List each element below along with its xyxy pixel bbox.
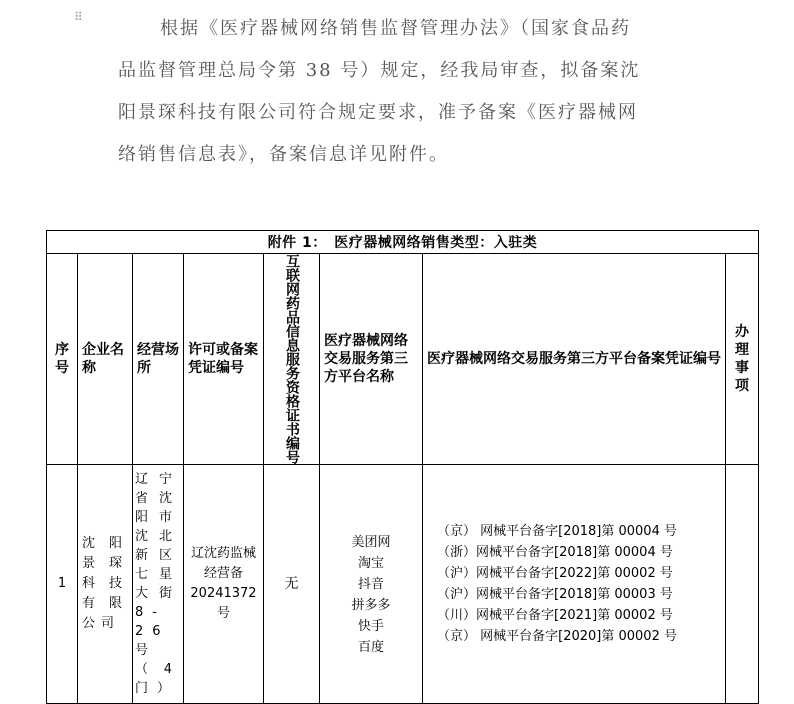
paragraph-line: 根据《医疗器械网络销售监督管理办法》（国家食品药: [160, 18, 631, 39]
drag-handle-icon[interactable]: ⠿: [74, 10, 84, 24]
header-company: 企业名称: [78, 254, 133, 465]
cell-premises: 辽宁省沈阳市沈北新区七星大街8-26号（4门）: [133, 465, 184, 704]
platform-record: （京） 网械平台备字[2020]第 00002 号: [437, 629, 677, 644]
header-seq: 序号: [47, 254, 78, 465]
platform-name: 淘宝: [357, 556, 384, 571]
platform-record: （京） 网械平台备字[2018]第 00004 号: [437, 524, 677, 539]
platform-name: 快手: [357, 619, 384, 634]
platform-record: （沪）网械平台备字[2022]第 00002 号: [437, 566, 673, 581]
platform-name: 拼多多: [351, 598, 391, 613]
info-table: [46, 230, 759, 704]
header-license: 许可或备案凭证编号: [184, 254, 264, 465]
header-handling: 办理事项: [726, 254, 759, 465]
table-header-row: [47, 254, 759, 465]
paragraph-line: 络销售信息表》，备案信息详见附件。: [118, 144, 449, 165]
platform-name: 美团网: [351, 535, 391, 550]
header-internet-cert: [264, 254, 320, 465]
paragraph-line: 品监督管理总局令第 38 号）规定，经我局审查，拟备案沈: [118, 60, 641, 81]
cell-company: 沈阳景琛科技有限公司: [78, 465, 133, 704]
platform-record: （川）网械平台备字[2021]第 00002 号: [437, 608, 673, 623]
cell-internet-cert: 无: [264, 465, 320, 704]
table-caption: 附件 1： 医疗器械网络销售类型：入驻类: [47, 231, 759, 254]
cell-handling: [726, 465, 759, 704]
platform-record: （浙）网械平台备字[2018]第 00004 号: [437, 545, 673, 560]
header-platform-record: 医疗器械网络交易服务第三方平台备案凭证编号: [423, 254, 726, 465]
cell-platform-names: [320, 465, 423, 704]
header-premises: 经营场所: [133, 254, 184, 465]
table-row: [47, 465, 759, 704]
paragraph-line: 阳景琛科技有限公司符合规定要求，准予备案《医疗器械网: [118, 102, 638, 123]
body-paragraph: [118, 8, 688, 176]
cell-license: 辽沈药监械经营备20241372号: [184, 465, 264, 704]
cell-platform-records: [423, 465, 726, 704]
cell-seq: 1: [47, 465, 78, 704]
platform-name: 百度: [357, 640, 384, 655]
platform-name: 抖音: [357, 577, 384, 592]
header-platform-name: 医疗器械网络交易服务第三方平台名称: [320, 254, 423, 465]
header-internet-cert-text: 互联网药品信息服务资格证书编号: [284, 254, 300, 464]
platform-record: （沪）网械平台备字[2018]第 00003 号: [437, 587, 673, 602]
